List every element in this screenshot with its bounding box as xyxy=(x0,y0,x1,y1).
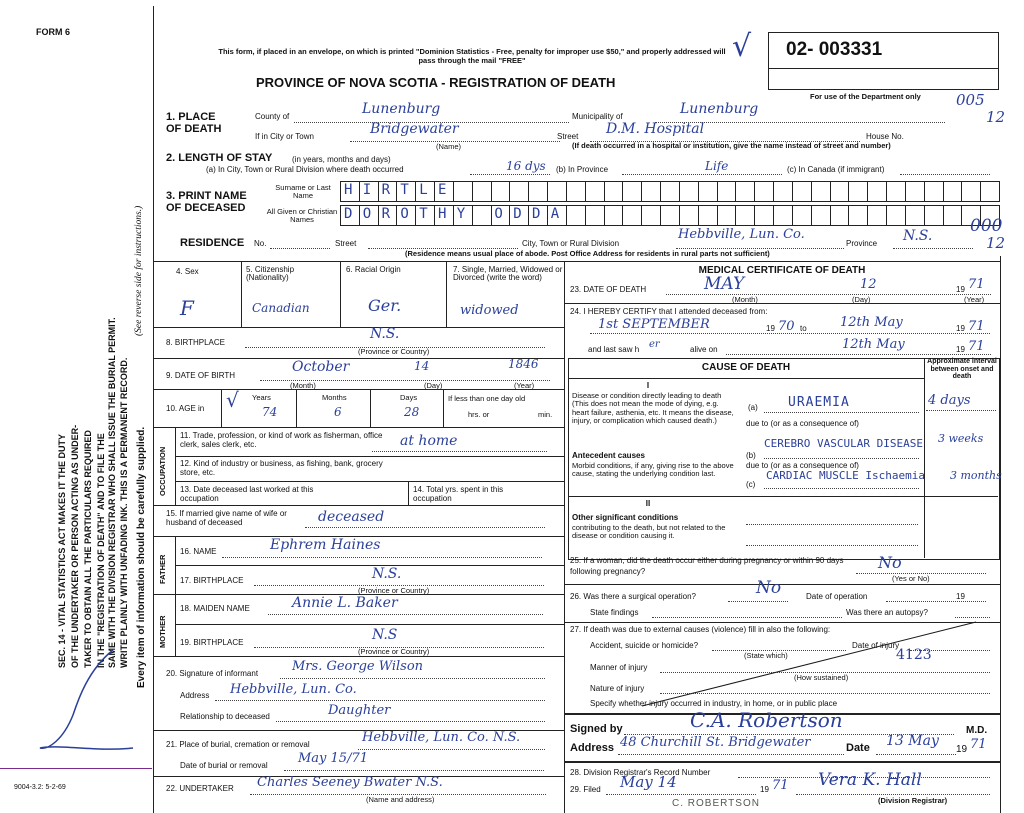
statute-line-1: SEC. 14 - VITAL STATISTICS ACT MAKES IT THE DUTY xyxy=(57,433,67,668)
interval-heading: Approximate interval between onset and death xyxy=(927,358,997,381)
interval-a-line xyxy=(926,410,996,411)
name-letter-cell: O xyxy=(400,206,410,222)
months-label: Months xyxy=(322,393,347,402)
mother-bp-caption: (Province or Country) xyxy=(358,647,430,656)
margin-code-a: 005 xyxy=(956,91,985,109)
dob-day-caption: (Day) xyxy=(424,381,443,390)
dob-label: 9. DATE OF BIRTH xyxy=(166,371,236,380)
right-line-1 xyxy=(564,303,1001,304)
form-number: FORM 6 xyxy=(36,27,71,37)
burial-label: 21. Place of burial, cremation or removal xyxy=(166,740,310,749)
death-year-caption: (Year) xyxy=(964,295,985,304)
dob-year-value: 1846 xyxy=(508,357,539,371)
residence-city-label: City, Town or Rural Division xyxy=(522,239,620,248)
given-label: All Given or Christian Names xyxy=(266,207,338,225)
part-ii-label: II xyxy=(645,499,651,508)
stay-a-line xyxy=(470,174,550,175)
stay-b-line xyxy=(622,174,782,175)
occ-line-2 xyxy=(175,481,564,482)
municipality-value: Lunenburg xyxy=(680,101,759,117)
burial-date-value: May 15/71 xyxy=(298,751,369,766)
statute-line-6: WRITE PLAINLY WITH UNFADING INK. THIS IS A PERMANENT RECORD. xyxy=(119,357,129,668)
city-label: If in City or Town xyxy=(255,132,314,141)
residence-no-label: No. xyxy=(254,239,267,248)
name-letter-cell: D xyxy=(532,206,542,222)
interval-divider xyxy=(924,358,925,558)
min-label: min. xyxy=(538,410,553,419)
cit-divider xyxy=(340,261,341,327)
hospital-note: (If death occurred in a hospital or institution, give the name instead of street and number) xyxy=(572,141,891,150)
father-name-label: 16. NAME xyxy=(180,547,217,556)
certify-label: 24. I HEREBY CERTIFY that I attended deceased from: xyxy=(570,307,768,316)
age-div-2 xyxy=(296,389,297,427)
occupation-side-label: OCCUPATION xyxy=(158,446,167,496)
father-bp-caption: (Province or Country) xyxy=(358,586,430,595)
lt-one-day-label: If less than one day old xyxy=(448,394,526,403)
sex-label: 4. Sex xyxy=(176,267,199,276)
trade-value: at home xyxy=(400,433,458,449)
sign-date-line xyxy=(876,754,956,755)
filed-label: 29. Filed xyxy=(570,785,601,794)
maiden-name-line xyxy=(268,614,543,615)
see-reverse-note: (See reverse side for instructions.) xyxy=(134,205,144,336)
undertaker-caption: (Name and address) xyxy=(366,795,435,804)
surgical-value: No xyxy=(756,578,782,598)
married-name-value: deceased xyxy=(318,509,385,525)
name-letter-cell: R xyxy=(381,182,392,198)
name-letter-cell: H xyxy=(344,182,354,198)
cause-a-marker: (a) xyxy=(748,403,758,412)
residence-note: (Residence means usual place of abode. Post Office Address for residents in rural parts not sufficient) xyxy=(405,249,770,258)
residence-city-value: Hebbville, Lun. Co. xyxy=(678,227,805,242)
undertaker-label: 22. UNDERTAKER xyxy=(166,784,234,793)
name-letter-cell: Y xyxy=(456,206,467,222)
birthplace-label: 8. BIRTHPLACE xyxy=(166,338,225,347)
death-month-value: MAY xyxy=(704,274,745,294)
date-injury-label: Date of injury xyxy=(852,641,900,650)
father-side-label: FATHER xyxy=(158,554,167,584)
attend-from-year-prefix: 19 xyxy=(766,324,775,333)
racial-value: Ger. xyxy=(368,296,402,315)
other-sig-label: Other significant conditions xyxy=(572,513,679,522)
other-sig-line-2 xyxy=(746,545,918,546)
interval-c-value: 3 months xyxy=(950,469,1002,482)
column-divider xyxy=(564,261,565,813)
death-day-caption: (Day) xyxy=(852,295,871,304)
occ-div xyxy=(408,481,409,505)
age-label: 10. AGE in xyxy=(166,404,205,413)
cause-b-value: CEREBRO VASCULAR DISEASE xyxy=(764,437,923,450)
citizenship-value: Canadian xyxy=(252,301,310,315)
informant-address-label: Address xyxy=(180,691,210,700)
registrar-caption: (Division Registrar) xyxy=(878,796,948,805)
stay-a-value: 16 dys xyxy=(506,159,546,173)
sign-date-label: Date xyxy=(846,742,870,754)
residence-label: RESIDENCE xyxy=(180,237,245,249)
trade-line xyxy=(372,451,547,452)
birthplace-caption: (Province or Country) xyxy=(358,347,430,356)
statute-line-3: TAKER TO OBTAIN ALL THE PARTICULARS REQUIRED xyxy=(83,430,93,668)
mother-divider xyxy=(175,594,176,656)
state-findings-label: State findings xyxy=(590,608,639,617)
sign-address-value: 48 Churchill St. Bridgewater xyxy=(620,735,811,750)
age-check-icon: √ xyxy=(226,388,239,412)
name-letter-cell: T xyxy=(400,182,410,198)
state-which-caption: (State which) xyxy=(744,651,788,660)
sex-divider xyxy=(241,261,242,327)
cause-heading: CAUSE OF DEATH xyxy=(701,362,791,373)
registration-number: 02- 003331 xyxy=(786,39,883,60)
right-line-5 xyxy=(564,761,1001,763)
op-year-prefix: 19 xyxy=(956,592,965,601)
age-div-1 xyxy=(221,389,222,427)
margin-code-d: 12 xyxy=(986,234,1006,252)
autopsy-label: Was there an autopsy? xyxy=(846,608,928,617)
form-title: PROVINCE OF NOVA SCOTIA - REGISTRATION OF DEATH xyxy=(256,75,616,90)
filed-line xyxy=(606,794,756,795)
filed-date-value: May 14 xyxy=(620,773,677,791)
sign-year-prefix: 19 xyxy=(956,744,968,755)
alive-on-label: alive on xyxy=(690,345,718,354)
cause-c-line xyxy=(764,488,919,489)
right-line-2 xyxy=(564,584,1001,585)
father-name-line xyxy=(222,557,542,558)
county-value: Lunenburg xyxy=(362,101,441,117)
margin-code-b: 12 xyxy=(986,108,1006,126)
date-of-death-label: 23. DATE OF DEATH xyxy=(570,285,647,294)
stay-b-label: (b) In Province xyxy=(556,165,609,174)
informant-line xyxy=(280,678,545,679)
burial-date-line xyxy=(284,770,544,771)
to-label: to xyxy=(800,324,807,333)
industry-label: 12. Kind of industry or business, as fishing, bank, grocery store, etc. xyxy=(180,459,383,477)
surgical-line xyxy=(728,601,788,602)
marital-label: 7. Single, Married, Widowed or Divorced (write the word) xyxy=(453,265,563,283)
name-letter-cell: I xyxy=(362,182,373,198)
attend-to-value: 12th May xyxy=(840,315,903,330)
dob-year-caption: (Year) xyxy=(514,381,535,390)
age-years-value: 74 xyxy=(262,405,278,419)
name-letter-cell: R xyxy=(381,206,392,222)
place-of-death-label: 1. PLACE OF DEATH xyxy=(166,111,222,135)
municipality-label: Municipality of xyxy=(572,112,623,121)
days-label: Days xyxy=(400,393,418,402)
print-name-label: 3. PRINT NAME OF DECEASED xyxy=(166,190,247,215)
last-saw-label: and last saw h xyxy=(588,345,640,354)
row-line-5 xyxy=(153,505,564,506)
dob-month-caption: (Month) xyxy=(290,381,316,390)
interval-a-value: 4 days xyxy=(928,393,971,408)
relationship-label: Relationship to deceased xyxy=(180,712,270,721)
age-months-value: 6 xyxy=(334,405,342,419)
name-letter-cell: O xyxy=(494,206,504,222)
other-sig-line-1 xyxy=(746,524,918,525)
residence-province-line xyxy=(893,248,973,249)
age-div-4 xyxy=(443,389,444,427)
mother-side-label: MOTHER xyxy=(158,615,167,648)
antecedent-label: Antecedent causes xyxy=(572,451,645,460)
father-bp-label: 17. BIRTHPLACE xyxy=(180,576,244,585)
burial-date-label: Date of burial or removal xyxy=(180,761,268,770)
undertaker-value: Charles Seeney Bwater N.S. xyxy=(257,775,443,790)
maiden-name-value: Annie L. Baker xyxy=(292,595,398,611)
cause-c-value: CARDIAC MUSCLE Ischaemia xyxy=(766,469,925,482)
form-right-edge xyxy=(1000,256,1001,813)
residence-street-label: Street xyxy=(335,239,357,248)
registrar-line xyxy=(796,794,990,795)
disease-directly-label: Disease or condition directly leading to death (This does not mean the mode of dying, e.g. heart failure, asthenia, etc. It means the disease, injury, or complication which caused death.) xyxy=(572,391,734,425)
race-divider xyxy=(446,261,447,327)
residence-province-label: Province xyxy=(846,239,878,248)
sign-year-value: 71 xyxy=(970,737,987,752)
filed-year-prefix: 19 xyxy=(760,785,769,794)
married-name-label: 15. If married give name of wife or husband of deceased xyxy=(166,509,287,527)
row-line-3 xyxy=(153,389,564,390)
marital-value: widowed xyxy=(460,303,519,318)
father-bp-value: N.S. xyxy=(372,566,402,582)
how-sustained-caption: (How sustained) xyxy=(794,673,849,682)
nature-label: Nature of injury xyxy=(590,684,645,693)
informant-value: Mrs. George Wilson xyxy=(292,659,424,674)
maiden-name-label: 18. MAIDEN NAME xyxy=(180,604,250,613)
margin-rule xyxy=(0,768,152,769)
cause-b-marker: (b) xyxy=(746,451,756,460)
residence-province-value: N.S. xyxy=(903,228,933,244)
due-to-1: due to (or as a consequence of) xyxy=(746,419,859,428)
citizenship-label: 5. Citizenship (Nationality) xyxy=(246,265,295,283)
burial-value: Hebbville, Lun. Co. N.S. xyxy=(362,730,521,745)
margin-code-c: 000 xyxy=(970,216,1003,236)
last-saw-year: 71 xyxy=(968,339,985,354)
pregnancy-value: No xyxy=(878,553,902,572)
strike-line-icon xyxy=(640,618,980,710)
stay-c-line xyxy=(900,174,990,175)
name-letter-cell: T xyxy=(419,206,429,222)
surname-label: Surname or Last Name xyxy=(275,183,331,201)
other-sig-sub: contributing to the death, but not related to the disease or condition causing it. xyxy=(572,523,726,541)
row-line-8 xyxy=(153,656,564,657)
sign-date-value: 13 May xyxy=(886,733,939,749)
attend-from-value: 1st SEPTEMBER xyxy=(598,317,710,332)
last-saw-date: 12th May xyxy=(842,337,905,352)
part-ii-line xyxy=(568,496,998,497)
statute-line-4: IN THE "REGISTRATION OF DEATH" AND TO FILE THE xyxy=(96,433,106,668)
sex-value: F xyxy=(180,296,194,320)
attend-to-year: 71 xyxy=(968,319,985,334)
informant-address-value: Hebbville, Lun. Co. xyxy=(230,682,357,697)
signed-by-value: C.A. Robertson xyxy=(690,708,843,732)
hrs-label: hrs. or xyxy=(468,410,490,419)
years-label: Years xyxy=(252,393,271,402)
name-letter-cell: A xyxy=(550,206,561,222)
relationship-value: Daughter xyxy=(328,703,391,718)
relationship-line xyxy=(276,721,545,722)
dob-month-value: October xyxy=(292,359,350,375)
racial-label: 6. Racial Origin xyxy=(346,265,401,274)
robertson-stamp: C. ROBERTSON xyxy=(672,798,760,809)
occ-line-1 xyxy=(175,456,564,457)
last-saw-year-prefix: 19 xyxy=(956,345,965,354)
length-of-stay-label: 2. LENGTH OF STAY xyxy=(166,152,273,164)
yes-no-caption: (Yes or No) xyxy=(892,574,930,583)
length-of-stay-sub: (in years, months and days) xyxy=(292,155,391,164)
department-use-note: For use of the Department only xyxy=(810,92,921,101)
sign-address-label: Address xyxy=(570,742,615,754)
age-days-value: 28 xyxy=(404,405,420,419)
city-name-caption: (Name) xyxy=(436,142,462,151)
last-worked-label: 13. Date deceased last worked at this occupation xyxy=(180,485,314,503)
name-letter-cell: E xyxy=(438,182,448,198)
stay-c-label: (c) In Canada (if immigrant) xyxy=(787,165,885,174)
dob-day-value: 14 xyxy=(414,359,430,373)
filed-year-value: 71 xyxy=(772,778,789,793)
trade-label: 11. Trade, profession, or kind of work as fisherman, office clerk, sales clerk, etc. xyxy=(180,431,383,449)
pen-scribble-icon xyxy=(18,640,148,770)
name-letter-cell: H xyxy=(438,206,448,222)
name-letter-cell: O xyxy=(362,206,373,222)
age-div-3 xyxy=(370,389,371,427)
statute-line-2: OF THE UNDERTAKER OR PERSON ACTING AS UNDER- xyxy=(70,424,80,668)
med-cert-heading: MEDICAL CERTIFICATE OF DEATH xyxy=(698,265,866,276)
mother-mid-line xyxy=(175,624,564,625)
county-label: County of xyxy=(255,112,290,121)
attend-to-year-prefix: 19 xyxy=(956,324,965,333)
cause-b-line xyxy=(764,458,919,459)
md-label: M.D. xyxy=(966,725,988,736)
injury-code-value: 4123 xyxy=(896,647,932,663)
pregnancy-label: 25. If a woman, did the death occur either during pregnancy or within 90 days following pregnancy? xyxy=(570,556,844,576)
sign-address-line xyxy=(618,754,844,755)
attend-from-year: 70 xyxy=(778,319,795,334)
interval-b-value: 3 weeks xyxy=(938,432,984,445)
birthplace-value: N.S. xyxy=(370,326,400,342)
death-month-caption: (Month) xyxy=(732,295,758,304)
antecedent-sub: Morbid conditions, if any, giving rise to the above cause, stating the underlying condition last. xyxy=(572,461,734,479)
row-line-2 xyxy=(153,358,564,359)
manner-label: Manner of injury xyxy=(590,663,648,672)
date-of-op-line xyxy=(886,601,986,602)
street-label: Street xyxy=(557,132,579,141)
mother-bp-label: 19. BIRTHPLACE xyxy=(180,638,244,647)
accident-label: Accident, suicide or homicide? xyxy=(590,641,699,650)
cause-a-line xyxy=(764,412,919,413)
death-date-line xyxy=(666,294,991,295)
last-saw-her-value: er xyxy=(649,339,660,350)
city-value: Bridgewater xyxy=(370,121,459,137)
informant-address-line xyxy=(215,700,545,701)
cause-a-value: URAEMIA xyxy=(788,395,850,410)
cause-head-line xyxy=(568,378,924,379)
surgical-label: 26. Was there a surgical operation? xyxy=(570,592,696,601)
last-saw-line xyxy=(726,354,991,355)
street-value: D.M. Hospital xyxy=(606,121,705,137)
row-line-1 xyxy=(153,327,564,328)
statute-line-5: SAME WITH THE DIVISION REGISTRAR WHO SHALL ISSUE THE BURIAL PERMIT. xyxy=(107,317,117,668)
stay-a-label: (a) In City, Town or Rural Division where death occurred xyxy=(206,165,404,174)
death-day-value: 12 xyxy=(860,277,877,292)
name-letter-cell: L xyxy=(419,182,429,198)
death-year-prefix: 19 xyxy=(956,285,965,294)
residence-no-line xyxy=(270,248,330,249)
death-year-value: 71 xyxy=(968,277,985,292)
total-years-label: 14. Total yrs. spent in this occupation xyxy=(413,485,504,503)
print-code: 9004-3.2: 5-2-69 xyxy=(14,784,66,791)
external-label: 27. If death was due to external causes (violence) fill in also the following: xyxy=(570,625,831,634)
signed-by-label: Signed by xyxy=(570,723,623,735)
name-letter-cell: D xyxy=(344,206,354,222)
record-no-label: 28. Division Registrar's Record Number xyxy=(570,768,711,777)
date-of-op-label: Date of operation xyxy=(806,592,868,601)
name-letter-cell: D xyxy=(513,206,523,222)
mother-bp-value: N.S xyxy=(372,627,398,643)
part-i-label: I xyxy=(646,381,650,390)
cause-c-marker: (c) xyxy=(746,480,756,489)
father-name-value: Ephrem Haines xyxy=(270,537,381,553)
stay-b-value: Life xyxy=(705,159,729,173)
occupation-divider xyxy=(175,427,176,505)
specify-label: Specify whether injury occurred in industry, in home, or in public place xyxy=(590,699,838,708)
table-top xyxy=(153,261,1001,262)
house-no-label: House No. xyxy=(866,132,904,141)
burial-line xyxy=(358,749,545,750)
row-line-4 xyxy=(153,427,564,428)
form-left-edge xyxy=(153,6,154,813)
due-to-2: due to (or as a consequence of) xyxy=(746,461,859,470)
check-icon: √ xyxy=(732,29,752,64)
free-postage-notice: This form, if placed in an envelope, on which is printed "Dominion Statistics - Free, penalty for improper use $50," and properly addressed will pass through the mail "FREE" xyxy=(218,47,726,66)
every-item-note: Every item of information should be carefully supplied. xyxy=(136,426,147,688)
married-name-line xyxy=(305,527,545,528)
reg-box-divider xyxy=(768,68,998,69)
registrar-signature: Vera K. Hall xyxy=(818,770,922,790)
father-mid-line xyxy=(175,565,564,566)
informant-label: 20. Signature of informant xyxy=(166,669,259,678)
